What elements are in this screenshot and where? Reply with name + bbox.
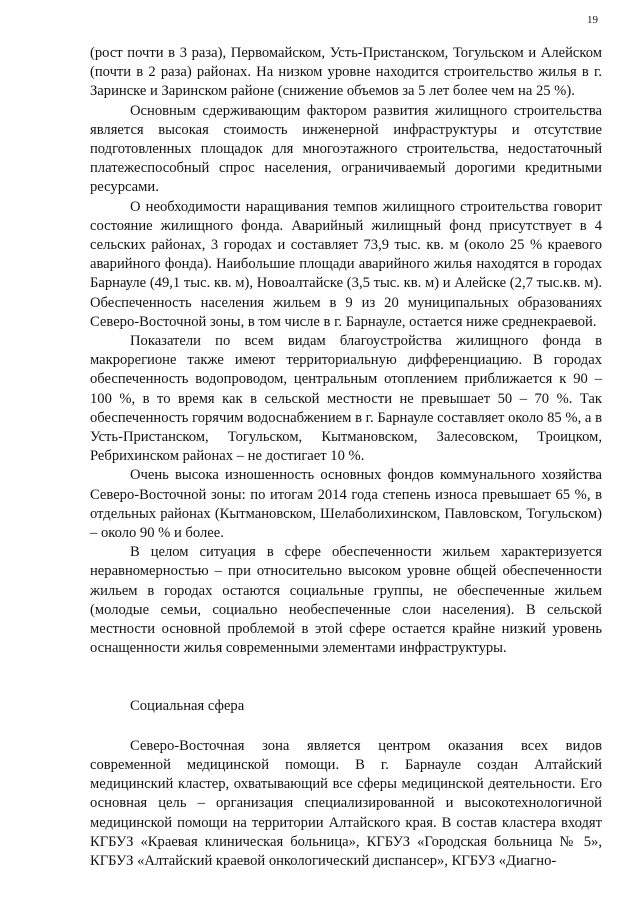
page-number: 19: [587, 14, 598, 26]
paragraph: Северо-Восточная зона является центром оказания всех видов современной медицинской помощи. В г. Барнауле создан Алтайский медицинский кластер, охватывающий все сферы медицинской деятельности. Его основная цель – организация специализированной и высокотехнологичной медицинской помощи на территории Алтайского края. В состав кластера входят КГБУЗ «Краевая клиническая больница», КГБУЗ «Городская больница № 5», КГБУЗ «Алтайский краевой онкологический диспансер», КГБУЗ «Диагно-: [90, 737, 602, 869]
paragraph: О необходимости наращивания темпов жилищного строительства говорит состояние жилищного фонда. Аварийный жилищный фонд присутствует в 4 сельских районах, 3 городах и составляет 73,9 тыс. кв. м (около 25 % краевого аварийного фонда). Наибольшие площади аварийного жилья находятся в городах Барнауле (49,1 тыс. кв. м), Новоалтайске (3,5 тыс. кв. м) и Алейске (2,7 тыс.кв. м). Обеспеченность населения жильем в 9 из 20 муниципальных образованиях Северо-Восточной зоны, в том числе в г. Барнауле, остается ниже среднекраевой.: [90, 198, 602, 330]
paragraph: Очень высока изношенность основных фондов коммунального хозяйства Северо-Восточной зоны: по итогам 2014 года степень износа превышает 65 %, в отдельных районах (Кытмановском, Шелаболихинском, Павловском, Тогульском) – около 90 % и более.: [90, 467, 602, 542]
section-title: Социальная сфера: [130, 697, 245, 714]
document-body: [90, 44, 602, 871]
paragraph: Показатели по всем видам благоустройства жилищного фонда в макрорегионе также имеют территориальную дифференциацию. В городах обеспеченность водопроводом, центральным отоплением приближается к 90 – 100 %, в то время как в сельской местности не превышает 50 – 70 %. Так обеспеченность горячим водоснабжением в г. Барнауле составляет около 85 %, а в Усть-Пристанском, Тогульском, Кытмановском, Залесовском, Троицком, Ребрихинском районах – не достигает 10 %.: [90, 333, 602, 465]
paragraph: В целом ситуация в сфере обеспеченности жильем характеризуется неравномерностью – при относительно высоком уровне общей обеспеченности жильем в городах остаются социальные группы, не обеспеченные жильем (молодые семьи, социально необеспеченные слои населения). В сельской местности основной проблемой в этой сфере остается крайне низкий уровень оснащенности жилья современными элементами инфраструктуры.: [90, 544, 602, 657]
paragraph: Основным сдерживающим фактором развития жилищного строительства является высокая стоимость инженерной инфраструктуры и отсутствие подготовленных площадок для многоэтажного строительства, недостаточный платежеспособный спрос населения, ограничиваемый дорогими кредитными ресурсами.: [90, 102, 602, 196]
paragraph: (рост почти в 3 раза), Первомайском, Усть-Пристанском, Тогульском и Алейском (почти в 2 раза) районах. На низком уровне находится строительство жилья в г. Заринске и Заринском районе (снижение объемов за 5 лет более чем на 25 %).: [90, 45, 602, 100]
